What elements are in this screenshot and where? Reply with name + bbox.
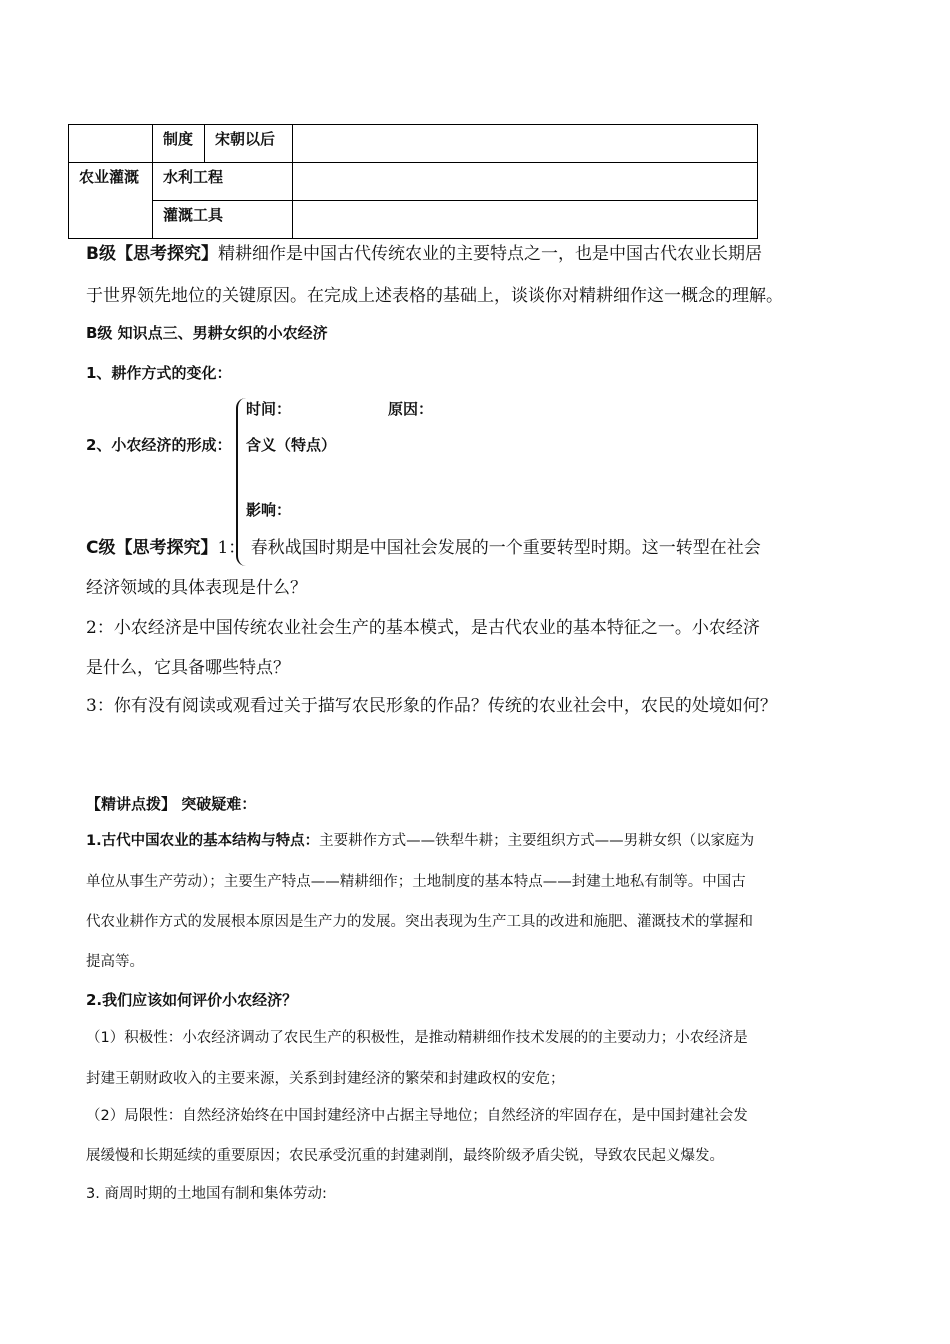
agriculture-table — [68, 124, 758, 239]
table-cell — [293, 125, 758, 163]
c-think-tag: C级【思考探究】 — [86, 538, 218, 558]
item2-impact: 影响： — [246, 501, 292, 519]
item2-reason: 原因： — [388, 400, 434, 418]
b-think-tag: B级【思考探究】 — [86, 244, 218, 264]
table-cell — [293, 201, 758, 239]
c-think-q1b: 经济领域的具体表现是什么？ — [86, 578, 307, 598]
item2-meaning: 含义（特点） — [246, 436, 337, 454]
item2-label: 2、小农经济的形成： — [86, 436, 232, 454]
c-think-q2a: 2：小农经济是中国传统农业社会生产的基本模式，是古代农业的基本特征之一。小农经济 — [86, 618, 760, 638]
kp3-title: B级 知识点三、男耕女织的小农经济 — [86, 324, 328, 342]
table-cell: 宋朝以后 — [205, 125, 293, 163]
guide-p3: 3. 商周时期的土地国有制和集体劳动: — [86, 1186, 327, 1202]
guide-p2-2a: （2）局限性：自然经济始终在中国封建经济中占据主导地位；自然经济的牢固存在，是中国封建社会发 — [86, 1108, 748, 1124]
b-think-text1: 精耕细作是中国古代传统农业的主要特点之一，也是中国古代农业长期居 — [217, 244, 762, 264]
guide-p2-1b: 封建王朝财政收入的主要来源，关系到封建经济的繁荣和封建政权的安危； — [86, 1071, 565, 1087]
guide-p2-2b: 展缓慢和长期延续的重要原因；农民承受沉重的封建剥削，最终阶级矛盾尖锐，导致农民起义爆发。 — [86, 1148, 724, 1164]
table-cell: 制度 — [153, 125, 205, 163]
c-think-line1 — [86, 536, 761, 560]
b-think-text2: 于世界领先地位的关键原因。在完成上述表格的基础上，谈谈你对精耕细作这一概念的理解。 — [86, 286, 783, 306]
c-think-q1a: 1： 春秋战国时期是中国社会发展的一个重要转型时期。这一转型在社会 — [217, 538, 761, 558]
guide-header: 【精讲点拨】 突破疑难： — [86, 795, 257, 813]
table-cell: 农业灌溉 — [69, 163, 153, 239]
b-think-line1 — [86, 242, 762, 266]
guide-p1-bold: 1.古代中国农业的基本结构与特点： — [86, 833, 320, 849]
guide-p1-l1: 主要耕作方式——铁犁牛耕；主要组织方式——男耕女织（以家庭为 — [319, 833, 755, 849]
table-cell — [69, 125, 153, 163]
table-cell — [293, 163, 758, 201]
c-think-q2b: 是什么，它具备哪些特点？ — [86, 658, 290, 678]
guide-p1-l2: 单位从事生产劳动）；主要生产特点——精耕细作；土地制度的基本特点——封建土地私有制等。中国古 — [86, 874, 746, 890]
table-row — [69, 201, 758, 239]
guide-p1-l4: 提高等。 — [86, 954, 144, 970]
guide-p1-l3: 代农业耕作方式的发展根本原因是生产力的发展。突出表现为生产工具的改进和施肥、灌溉技术的掌握和 — [86, 914, 753, 930]
item2-time: 时间： — [246, 400, 292, 418]
guide-p2-1a: （1）积极性：小农经济调动了农民生产的积极性，是推动精耕细作技术发展的的主要动力；小农经济是 — [86, 1030, 748, 1046]
table-row — [69, 163, 758, 201]
guide-p2-title: 2.我们应该如何评价小农经济？ — [86, 991, 298, 1009]
guide-p1-line1 — [86, 829, 754, 850]
item1: 1、耕作方式的变化： — [86, 364, 232, 382]
c-think-q3: 3：你有没有阅读或观看过关于描写农民形象的作品？传统的农业社会中，农民的处境如何？ — [86, 696, 777, 716]
table-cell: 灌溉工具 — [153, 201, 293, 239]
table-row — [69, 125, 758, 163]
table-cell: 水利工程 — [153, 163, 293, 201]
